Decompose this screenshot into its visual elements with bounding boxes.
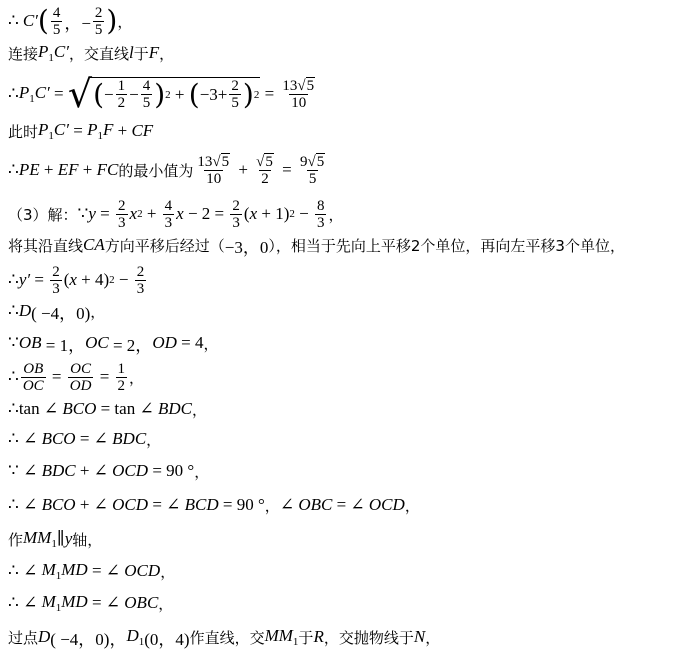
line-15: ∴ ∠ BCO + ∠ OCD = ∠ BCD = 90 ° ， ∠ OBC = ∠ OCD ， (8, 495, 420, 515)
line-14: ∵ ∠ BDC + ∠ OCD = 90 ° ， (8, 461, 210, 481)
line-5: ∴ PE + EF + FC 的最小值为 $\frac{13√5}{10}$ + $\frac{√5}{2}$ = $\frac{9√5}{5}$ (8, 153, 325, 187)
line-1: ∴ C′ ( $\frac{4}{5}$ ，− $\frac{2}{5}$ ) ， (8, 4, 133, 38)
line-18: ∴ ∠ $M_1MD$ = ∠ OBC ， (8, 592, 174, 614)
line-4: 此时 $P_1C'$ = $P_1F$ + CF (8, 120, 154, 142)
line-19: 过点 D ( −4，0)， $D_1$ (0，4) 作直线，交 $MM_1$ 于 R ，交抛物线于 N ， (8, 626, 441, 649)
line-6: （3）解： ∵ y = $\frac{2}{3}$ x 2 + $\frac{4}{3}$ x − 2 = $\frac{2}{3}$ ( x + 1) 2 − $\frac{8}{3}$ ， (8, 197, 344, 231)
line-3: ∴ $P_1C'$ = √ ( − $\frac{1}{2}$ − $\frac{4}{5}$ ) 2 + ( −3+ $\frac{2}{5}$ ) 2 = $\frac{13√5}{10}$ (8, 72, 315, 116)
line-8: ∴ y′ = $\frac{2}{3}$ ( x + 4) 2 − $\frac{2}{3}$ (8, 263, 145, 297)
line-13: ∴ ∠ BCO = ∠ BDC ， (8, 429, 162, 449)
line-10: ∵ OB = 1， OC = 2， OD = 4 ， (8, 333, 219, 355)
line-17: ∴ ∠ $M_1MD$ = ∠ OCD ， (8, 560, 176, 582)
line-11: ∴ $\frac{OB}{OC}$ = $\frac{OC}{OD}$ = $\frac{1}{2}$ ， (8, 360, 145, 394)
line-16: 作 $MM_1$ ∥ y 轴， (8, 528, 103, 550)
line-9: ∴ D ( −4，0) ， (8, 301, 106, 323)
line-2: 连接 $P_1C'$ ，交直线 l 于 F ， (8, 42, 175, 64)
line-7: 将其沿直线 CA 方向平移后经过（ −3，0 ），相当于先向上平移2个单位，再向左平移3个单位， (8, 235, 625, 257)
line-12: ∴tan ∠ BCO = tan ∠ BDC ， (8, 399, 207, 419)
